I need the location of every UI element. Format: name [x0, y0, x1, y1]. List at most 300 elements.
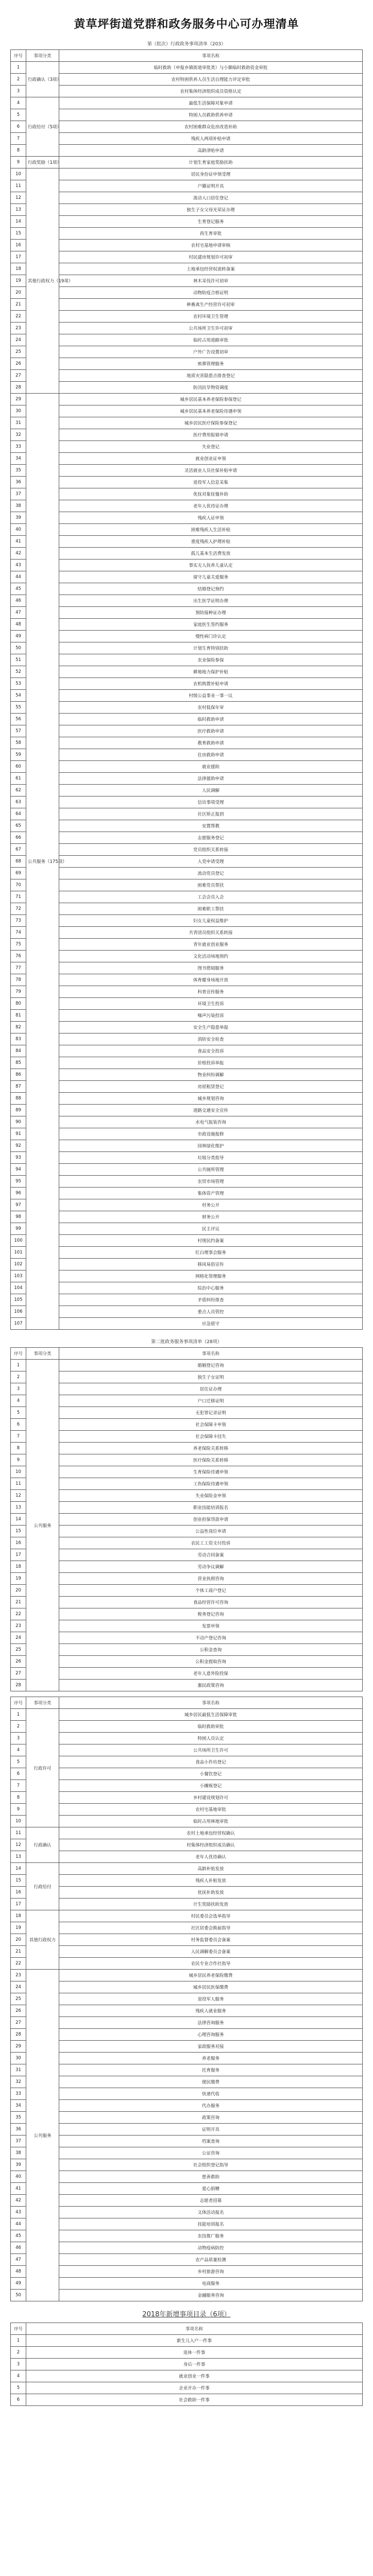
- row-item: 农民专业合作社指导: [59, 1958, 363, 1970]
- table-row: [11, 240, 363, 251]
- table-row: [11, 1608, 363, 1620]
- row-item: 村级公益事业一事一议: [59, 690, 363, 702]
- row-item: 特困人员认定: [59, 1733, 363, 1744]
- row-number: 69: [11, 868, 26, 879]
- table1: [10, 49, 363, 1330]
- row-category: 公共服务: [26, 1360, 59, 1691]
- table-row: [11, 2359, 363, 2370]
- row-item: 高龄补贴发放: [59, 1863, 363, 1875]
- row-number: 98: [11, 1211, 26, 1223]
- table-row: [11, 1561, 363, 1573]
- row-number: 36: [11, 477, 26, 488]
- table-row: [11, 1128, 363, 1140]
- row-item: 社区居委会换届指导: [59, 1922, 363, 1934]
- row-item: 居民身份证申领受理: [59, 168, 363, 180]
- row-number: 24: [11, 1981, 26, 1993]
- header-num: 序号: [11, 2323, 26, 2335]
- row-item: 金融服务咨询: [59, 2290, 363, 2301]
- row-number: 2: [11, 74, 26, 86]
- table-row: [11, 1188, 363, 1199]
- row-number: 19: [11, 1922, 26, 1934]
- header-num: 序号: [11, 50, 26, 62]
- row-item: 城乡居民基本养老保险参保登记: [59, 394, 363, 405]
- row-number: 46: [11, 595, 26, 607]
- row-number: 58: [11, 737, 26, 749]
- table-row: [11, 1431, 363, 1443]
- row-item: 新生儿入户一件事: [26, 2335, 363, 2347]
- row-item: 老年人意外险投保: [59, 1668, 363, 1680]
- row-item: 农产品质量检测: [59, 2254, 363, 2266]
- row-number: 36: [11, 2124, 26, 2136]
- row-number: 37: [11, 488, 26, 500]
- row-item: 人民调解委员会备案: [59, 1946, 363, 1958]
- table-row: [11, 405, 363, 417]
- row-number: 50: [11, 642, 26, 654]
- row-number: 15: [11, 228, 26, 240]
- row-item: 村集体经济组织成员确认: [59, 1839, 363, 1851]
- table-row: [11, 1632, 363, 1644]
- row-number: 19: [11, 1573, 26, 1585]
- row-item: 社区矫正报到: [59, 808, 363, 820]
- row-number: 9: [11, 1454, 26, 1466]
- table2-header-row: [11, 1348, 363, 1360]
- row-item: 农业保险参保: [59, 654, 363, 666]
- table-row: [11, 725, 363, 737]
- row-item: 计生奖励扶助发放: [59, 1899, 363, 1910]
- table-row: [11, 1164, 363, 1176]
- table-row: [11, 2278, 363, 2290]
- row-item: 村务公开: [59, 1199, 363, 1211]
- row-number: 50: [11, 2290, 26, 2301]
- table-row: [11, 168, 363, 180]
- table-row: [11, 1597, 363, 1608]
- row-number: 31: [11, 2064, 26, 2076]
- row-item: 村规民约备案: [59, 1235, 363, 1247]
- row-item: 劳动合同备案: [59, 1549, 363, 1561]
- row-item: 殡葬管理服务: [59, 358, 363, 370]
- row-item: 孤儿基本生活费发放: [59, 548, 363, 560]
- table2-caption: 第二批政务服务事项清单（28项）: [151, 1340, 222, 1345]
- row-number: 106: [11, 1306, 26, 1318]
- row-number: 19: [11, 275, 26, 287]
- row-item: 网格化管理服务: [59, 1270, 363, 1282]
- table-row: [11, 986, 363, 998]
- table-row: [11, 2290, 363, 2301]
- row-number: 77: [11, 962, 26, 974]
- table-row: [11, 2029, 363, 2041]
- row-number: 6: [11, 1419, 26, 1431]
- row-item: 房屋租赁登记: [59, 1081, 363, 1093]
- row-number: 40: [11, 524, 26, 536]
- row-item: 农技推广服务: [59, 2230, 363, 2242]
- row-number: 24: [11, 334, 26, 346]
- row-number: 73: [11, 915, 26, 927]
- row-item: 退役军人信息采集: [59, 477, 363, 488]
- row-item: 林木采伐许可初审: [59, 275, 363, 287]
- row-item: 防汛抗旱物资调度: [59, 382, 363, 394]
- row-number: 74: [11, 927, 26, 939]
- table-row: [11, 844, 363, 856]
- table-row: [11, 1733, 363, 1744]
- row-number: 79: [11, 986, 26, 998]
- row-item: 预防接种证办理: [59, 607, 363, 619]
- table-row: [11, 1306, 363, 1318]
- table-row: [11, 263, 363, 275]
- row-number: 30: [11, 2053, 26, 2064]
- row-item: 税务登记咨询: [59, 1608, 363, 1620]
- table-row: [11, 1804, 363, 1816]
- table-row: [11, 1744, 363, 1756]
- row-number: 11: [11, 1827, 26, 1839]
- row-item: 移风易俗宣传: [59, 1259, 363, 1270]
- row-item: 再生育审批: [59, 228, 363, 240]
- row-item: 医疗保险关系转移: [59, 1454, 363, 1466]
- row-number: 39: [11, 512, 26, 524]
- row-item: 公积金查询: [59, 1644, 363, 1656]
- row-item: 农村宅基地审批: [59, 1804, 363, 1816]
- row-number: 49: [11, 631, 26, 642]
- table-row: [11, 1680, 363, 1691]
- row-item: 村民建房规划许可初审: [59, 251, 363, 263]
- table-row: [11, 145, 363, 157]
- table-row: [11, 1709, 363, 1721]
- table-row: [11, 1466, 363, 1478]
- table-row: [11, 1069, 363, 1081]
- header-item: 事项名称: [26, 2323, 363, 2335]
- row-item: 失业保险金申领: [59, 1490, 363, 1502]
- row-item: 计划生育特别扶助: [59, 642, 363, 654]
- row-number: 9: [11, 157, 26, 168]
- row-item: 乡村建设规划许可: [59, 1792, 363, 1804]
- table-row: [11, 1152, 363, 1164]
- table3-body: [11, 1709, 363, 2301]
- row-number: 33: [11, 441, 26, 453]
- row-number: 11: [11, 180, 26, 192]
- header-item: 事项名称: [59, 50, 363, 62]
- row-item: 法律咨询服务: [59, 2017, 363, 2029]
- row-number: 104: [11, 1282, 26, 1294]
- table-row: [11, 1395, 363, 1407]
- table-row: [11, 1934, 363, 1946]
- row-number: 38: [11, 500, 26, 512]
- row-number: 103: [11, 1270, 26, 1282]
- row-item: 生育登记服务: [59, 216, 363, 228]
- row-number: 44: [11, 571, 26, 583]
- table-row: [11, 2064, 363, 2076]
- row-number: 75: [11, 939, 26, 951]
- row-number: 18: [11, 263, 26, 275]
- table-row: [11, 1887, 363, 1899]
- row-number: 101: [11, 1247, 26, 1259]
- table-row: [11, 1294, 363, 1306]
- row-item: 图书借阅服务: [59, 962, 363, 974]
- row-number: 26: [11, 2005, 26, 2017]
- row-item: 工会会员入会: [59, 891, 363, 903]
- table-row: [11, 1910, 363, 1922]
- row-number: 20: [11, 287, 26, 299]
- table-row: [11, 62, 363, 74]
- row-number: 86: [11, 1069, 26, 1081]
- table-row: [11, 583, 363, 595]
- row-item: 农村低保年审: [59, 702, 363, 714]
- row-item: 不动产登记咨询: [59, 1632, 363, 1644]
- row-number: 96: [11, 1188, 26, 1199]
- row-item: 医疗费用报销申请: [59, 429, 363, 441]
- table-row: [11, 417, 363, 429]
- row-item: 食品小作坊登记: [59, 1756, 363, 1768]
- row-item: 出生医学证明办理: [59, 595, 363, 607]
- row-item: 动物疫病防控: [59, 2242, 363, 2254]
- row-number: 29: [11, 394, 26, 405]
- row-item: 心理咨询服务: [59, 2029, 363, 2041]
- table-row: [11, 2136, 363, 2147]
- row-item: 重度残疾人护理补贴: [59, 536, 363, 548]
- row-number: 23: [11, 323, 26, 334]
- table-row: [11, 962, 363, 974]
- row-item: 地质灾害隐患点排查登记: [59, 370, 363, 382]
- table-row: [11, 2230, 363, 2242]
- row-item: 城乡规划咨询: [59, 1093, 363, 1105]
- row-item: 特困人员救助供养申请: [59, 109, 363, 121]
- row-number: 90: [11, 1116, 26, 1128]
- table-row: [11, 74, 363, 86]
- row-number: 27: [11, 2017, 26, 2029]
- row-item: 重点人员管控: [59, 1306, 363, 1318]
- table-row: [11, 524, 363, 536]
- row-item: 困难残疾人生活补贴: [59, 524, 363, 536]
- row-item: 职业技能培训报名: [59, 1502, 363, 1514]
- table-row: [11, 571, 363, 583]
- table-row: [11, 714, 363, 725]
- row-item: 入党申请受理: [59, 856, 363, 868]
- row-number: 93: [11, 1152, 26, 1164]
- table-row: [11, 1899, 363, 1910]
- row-item: 临时救助审批: [59, 1721, 363, 1733]
- table-row: [11, 1010, 363, 1022]
- row-number: 5: [11, 2382, 26, 2394]
- row-item: 村民委员会选举指导: [59, 1910, 363, 1922]
- row-number: 11: [11, 1478, 26, 1490]
- row-item: 流动党员登记: [59, 868, 363, 879]
- row-number: 46: [11, 2242, 26, 2254]
- row-number: 26: [11, 1656, 26, 1668]
- row-item: 家政服务对接: [59, 2041, 363, 2053]
- row-item: 养老服务: [59, 2053, 363, 2064]
- table-row: [11, 1116, 363, 1128]
- row-item: 留守儿童关爱服务: [59, 571, 363, 583]
- row-item: 农村土地承包经营权确认: [59, 1827, 363, 1839]
- row-number: 28: [11, 2029, 26, 2041]
- table-row: [11, 1033, 363, 1045]
- row-number: 12: [11, 1490, 26, 1502]
- row-item: 社会保障卡申领: [59, 1419, 363, 1431]
- table-row: [11, 2335, 363, 2347]
- table-row: [11, 394, 363, 405]
- table-row: [11, 1223, 363, 1235]
- row-number: 83: [11, 1033, 26, 1045]
- table-row: [11, 761, 363, 773]
- table-row: [11, 2242, 363, 2254]
- row-number: 3: [11, 1383, 26, 1395]
- row-item: 慢性病门诊认定: [59, 631, 363, 642]
- table-row: [11, 441, 363, 453]
- row-number: 18: [11, 1561, 26, 1573]
- row-item: 劳动争议调解: [59, 1561, 363, 1573]
- row-number: 24: [11, 1632, 26, 1644]
- table-row: [11, 951, 363, 962]
- row-item: 安全生产隐患举报: [59, 1022, 363, 1033]
- row-number: 29: [11, 2041, 26, 2053]
- row-number: 42: [11, 548, 26, 560]
- header-num: 序号: [11, 1697, 26, 1709]
- table-row: [11, 465, 363, 477]
- row-number: 102: [11, 1259, 26, 1270]
- table-row: [11, 323, 363, 334]
- table-row: [11, 180, 363, 192]
- row-number: 45: [11, 583, 26, 595]
- table-row: [11, 939, 363, 951]
- row-item: 农贸市场管理: [59, 1176, 363, 1188]
- header-num: 序号: [11, 1348, 26, 1360]
- table-row: [11, 785, 363, 796]
- table-row: [11, 2005, 363, 2017]
- table-row: [11, 1668, 363, 1680]
- row-item: 教育救助申请: [59, 737, 363, 749]
- row-item: 电商服务: [59, 2278, 363, 2290]
- table-row: [11, 879, 363, 891]
- row-item: 户籍证明开具: [59, 180, 363, 192]
- row-item: 土地承包经营权流转备案: [59, 263, 363, 275]
- table-row: [11, 619, 363, 631]
- table4-caption: 2018年新增事项目录（6项）: [142, 2311, 231, 2318]
- row-number: 21: [11, 1597, 26, 1608]
- row-item: 惠民政策咨询: [59, 1680, 363, 1691]
- row-item: 文化活动场地预约: [59, 951, 363, 962]
- row-number: 4: [11, 1395, 26, 1407]
- table-row: [11, 998, 363, 1010]
- row-number: 22: [11, 311, 26, 323]
- row-number: 37: [11, 2136, 26, 2147]
- row-item: 体育健身场地开放: [59, 974, 363, 986]
- table-row: [11, 382, 363, 394]
- table4-body: [11, 2335, 363, 2406]
- table-row: [11, 1839, 363, 1851]
- row-item: 小摊贩登记: [59, 1780, 363, 1792]
- table-row: [11, 453, 363, 465]
- table-row: [11, 1526, 363, 1537]
- row-item: 价格投诉举报: [59, 1057, 363, 1069]
- table-row: [11, 1620, 363, 1632]
- row-number: 26: [11, 358, 26, 370]
- row-item: 农村集体经济组织成员资格认定: [59, 86, 363, 97]
- row-number: 41: [11, 536, 26, 548]
- row-number: 65: [11, 820, 26, 832]
- table-row: [11, 1827, 363, 1839]
- table-row: [11, 1585, 363, 1597]
- row-item: 残疾人补贴发放: [59, 1875, 363, 1887]
- table-row: [11, 2088, 363, 2100]
- table-row: [11, 1863, 363, 1875]
- row-number: 91: [11, 1128, 26, 1140]
- row-number: 21: [11, 299, 26, 311]
- row-item: 档案查询: [59, 2136, 363, 2147]
- row-item: 优抚补助发放: [59, 1887, 363, 1899]
- table-row: [11, 1318, 363, 1330]
- row-number: 32: [11, 429, 26, 441]
- row-item: 城乡居民医疗保险参保登记: [59, 417, 363, 429]
- row-number: 59: [11, 749, 26, 761]
- table-row: [11, 133, 363, 145]
- table-row: [11, 1721, 363, 1733]
- table-row: [11, 334, 363, 346]
- table-row: [11, 891, 363, 903]
- row-item: 快递代收: [59, 2088, 363, 2100]
- row-item: 水电气报装咨询: [59, 1116, 363, 1128]
- row-category: 行政奖励（1项）: [26, 157, 59, 168]
- table-row: [11, 773, 363, 785]
- row-item: 就业创业证申领: [59, 453, 363, 465]
- row-item: 企业开办一件事: [26, 2382, 363, 2394]
- table-row: [11, 1958, 363, 1970]
- row-item: 医疗救助申请: [59, 725, 363, 737]
- table-row: [11, 1981, 363, 1993]
- row-item: 爱心捐赠: [59, 2183, 363, 2195]
- row-number: 45: [11, 2230, 26, 2242]
- table-row: [11, 1199, 363, 1211]
- table-row: [11, 903, 363, 915]
- row-number: 5: [11, 1756, 26, 1768]
- table-row: [11, 666, 363, 678]
- row-number: 30: [11, 405, 26, 417]
- row-item: 社会组织登记指导: [59, 2159, 363, 2171]
- row-number: 87: [11, 1081, 26, 1093]
- table-row: [11, 702, 363, 714]
- table-row: [11, 287, 363, 299]
- row-number: 48: [11, 2266, 26, 2278]
- table-row: [11, 2207, 363, 2218]
- row-number: 40: [11, 2171, 26, 2183]
- row-item: 垃圾分类指导: [59, 1152, 363, 1164]
- row-number: 21: [11, 1946, 26, 1958]
- row-item: 环境卫生投诉: [59, 998, 363, 1010]
- table-row: [11, 2382, 363, 2394]
- row-number: 76: [11, 951, 26, 962]
- row-item: 物业纠纷调解: [59, 1069, 363, 1081]
- row-number: 70: [11, 879, 26, 891]
- row-number: 6: [11, 1768, 26, 1780]
- row-item: 农村环境卫生管理: [59, 311, 363, 323]
- table-row: [11, 927, 363, 939]
- row-item: 最低生活保障对象申请: [59, 97, 363, 109]
- row-number: 27: [11, 1668, 26, 1680]
- row-item: 农机购置补贴申请: [59, 678, 363, 690]
- table-row: [11, 429, 363, 441]
- page-title: 黄草坪街道党群和政务服务中心可办理清单: [74, 18, 299, 31]
- row-number: 13: [11, 204, 26, 216]
- table-row: [11, 631, 363, 642]
- row-number: 22: [11, 1608, 26, 1620]
- table-row: [11, 121, 363, 133]
- row-number: 94: [11, 1164, 26, 1176]
- row-number: 89: [11, 1105, 26, 1116]
- row-number: 7: [11, 1431, 26, 1443]
- table-row: [11, 1247, 363, 1259]
- table-row: [11, 1490, 363, 1502]
- row-item: 临时占用林地审批: [59, 1816, 363, 1827]
- table1-caption: 第（批次）行政政务事项清单（203）: [147, 42, 226, 47]
- row-item: 便民缴费: [59, 2076, 363, 2088]
- table-row: [11, 832, 363, 844]
